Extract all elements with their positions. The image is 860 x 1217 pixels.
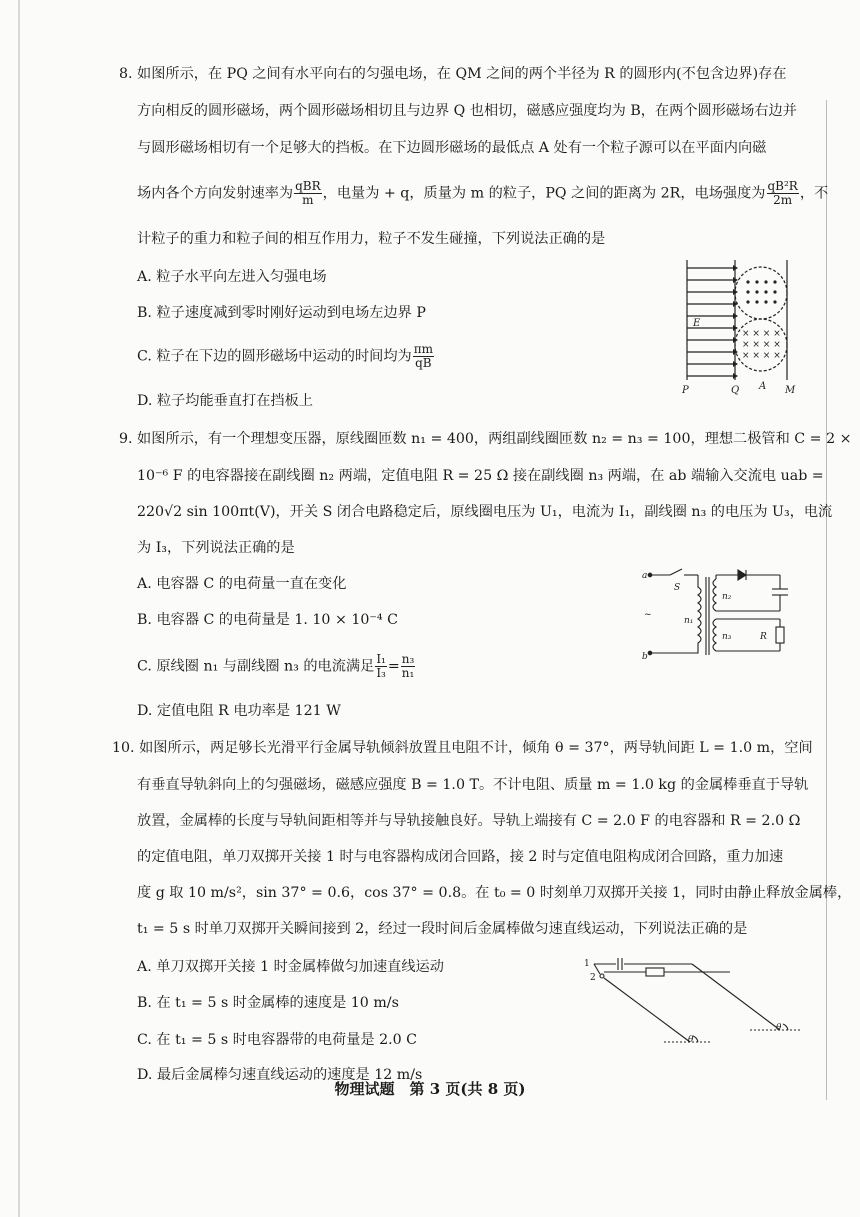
q8-line2: 方向相反的圆形磁场，两个圆形磁场相切且与边界 Q 也相切，磁感应强度均为 B，在两个圆形磁场右边并 <box>137 103 797 119</box>
q10-switch-pos-2: 2 <box>590 973 596 983</box>
q9-ac-symbol: ~ <box>644 610 652 620</box>
q10-angle-label-1: θ <box>688 1035 694 1045</box>
svg-text:× × × ×: × × × × <box>742 340 781 350</box>
q10-switch-pos-1: 1 <box>584 959 590 969</box>
q9-line2: 10⁻⁶ F 的电容器接在副线圈 n₂ 两端，定值电阻 R = 25 Ω 接在副线圈 n₃ 两端，在 ab 端输入交流电 uab = <box>137 468 824 484</box>
q8-line5: 计粒子的重力和粒子间的相互作用力，粒子不发生碰撞，下列说法正确的是 <box>137 231 606 247</box>
q8-time-fraction: $\frac{\pi m}{qB}$ <box>413 342 434 370</box>
q10-option-a[interactable]: A. 单刀双掷开关接 1 时金属棒做匀加速直线运动 <box>137 959 444 975</box>
q8-line1: 8. 如图所示，在 PQ 之间有水平向右的匀强电场，在 QM 之间的两个半径为 R 的圆形内(不包含边界)存在 <box>119 66 787 82</box>
q8-label-e: E <box>693 318 701 329</box>
q9-label-n1: n₁ <box>684 616 694 626</box>
q10-angle-label-2: θ <box>776 1023 782 1033</box>
q10-rail-diagram <box>580 950 810 1055</box>
q8-label-q: Q <box>731 385 740 396</box>
q9-transformer-diagram <box>640 565 810 665</box>
scan-edge-line <box>18 0 20 1217</box>
q8-field-diagram <box>675 258 805 398</box>
q10-line1: 10. 如图所示，两足够长光滑平行金属导轨倾斜放置且电阻不计，倾角 θ = 37°，两导轨间距 L = 1.0 m，空间 <box>112 740 813 756</box>
q10-line6: t₁ = 5 s 时单刀双掷开关瞬间接到 2，经过一段时间后金属棒做匀速直线运动，下列说法正确的是 <box>137 921 748 937</box>
q10-line5: 度 g 取 10 m/s²，sin 37° = 0.6，cos 37° = 0.8。在 t₀ = 0 时刻单刀双掷开关接 1，同时由静止释放金属棒， <box>137 885 852 901</box>
q9-option-a[interactable]: A. 电容器 C 的电荷量一直在变化 <box>137 576 347 592</box>
q8-option-d[interactable]: D. 粒子均能垂直打在挡板上 <box>137 393 313 409</box>
q8-line4-b: ，电量为 + q，质量为 m 的粒子，PQ 之间的距离为 2R，电场强度为 <box>322 185 766 202</box>
q8-line4-c: ，不 <box>799 185 829 202</box>
q10-line2: 有垂直导轨斜向上的匀强磁场，磁感应强度 B = 1.0 T。不计电阻、质量 m = 1.0 kg 的金属棒垂直于导轨 <box>137 777 809 793</box>
q8-option-a[interactable]: A. 粒子水平向左进入匀强电场 <box>137 269 327 285</box>
q9-line4: 为 I₃，下列说法正确的是 <box>137 540 295 556</box>
svg-text:× × × ×: × × × × <box>742 329 781 339</box>
q10-option-c[interactable]: C. 在 t₁ = 5 s 时电容器带的电荷量是 2.0 C <box>137 1032 418 1048</box>
q8-label-a: A <box>759 381 767 392</box>
q9-label-s: S <box>674 583 681 593</box>
q8-label-m: M <box>785 385 796 396</box>
q9-option-c[interactable]: C. 原线圈 n₁ 与副线圈 n₃ 的电流满足 $\frac{\text{I₁}}{\text{I₃}}$ = $\frac{\text{n₃}}{\text{n₁}}$ <box>137 652 415 680</box>
q10-line4: 的定值电阻，单刀双掷开关接 1 时与电容器构成闭合回路，接 2 时与定值电阻构成闭合回路，重力加速 <box>137 849 784 865</box>
q8-line4-a: 场内各个方向发射速率为 <box>137 185 294 202</box>
q9-option-b[interactable]: B. 电容器 C 的电荷量是 1. 10 × 10⁻⁴ C <box>137 612 398 628</box>
q8-option-c[interactable]: C. 粒子在下边的圆形磁场中运动的时间均为 $\frac{\pi m}{qB}$ <box>137 342 434 370</box>
q10-line3: 放置，金属棒的长度与导轨间距相等并与导轨接触良好。导轨上端接有 C = 2.0 F 的电容器和 R = 2.0 Ω <box>137 813 801 829</box>
q9-label-r: R <box>760 632 767 642</box>
q8-speed-fraction: $\frac{\text{qBR}}{m}$ <box>295 179 321 207</box>
q9-line1: 9. 如图所示，有一个理想变压器，原线圈匝数 n₁ = 400，两组副线圈匝数 n₂ = n₃ = 100，理想二极管和 C = 2 × <box>119 431 852 447</box>
q10-option-d[interactable]: D. 最后金属棒匀速直线运动的速度是 12 m/s <box>137 1067 423 1083</box>
q9-line3: 220√2 sin 100πt(V)，开关 S 闭合电路稳定后，原线圈电压为 U₁，电流为 I₁，副线圈 n₃ 的电压为 U₃，电流 <box>137 504 833 520</box>
q8-line4 <box>137 180 828 207</box>
q9-option-d[interactable]: D. 定值电阻 R 电功率是 121 W <box>137 703 341 719</box>
page-margin-line <box>826 100 827 1100</box>
q9-label-n2: n₂ <box>722 592 732 602</box>
svg-text:× × × ×: × × × × <box>742 351 781 361</box>
q9-label-a: a <box>642 571 648 581</box>
page-footer: 物理试题 第 3 页(共 8 页) <box>334 1080 526 1098</box>
q8-line3: 与圆形磁场相切有一个足够大的挡板。在下边圆形磁场的最低点 A 处有一个粒子源可以在平面内向磁 <box>137 140 767 156</box>
q8-label-p: P <box>682 385 689 396</box>
q10-option-b[interactable]: B. 在 t₁ = 5 s 时金属棒的速度是 10 m/s <box>137 995 399 1011</box>
q8-field-fraction: $\frac{\text{qB²R}}{2m}$ <box>767 179 798 207</box>
q9-label-n3: n₃ <box>722 632 732 642</box>
q8-option-b[interactable]: B. 粒子速度减到零时刚好运动到电场左边界 P <box>137 305 426 321</box>
q9-label-b: b <box>642 652 648 662</box>
